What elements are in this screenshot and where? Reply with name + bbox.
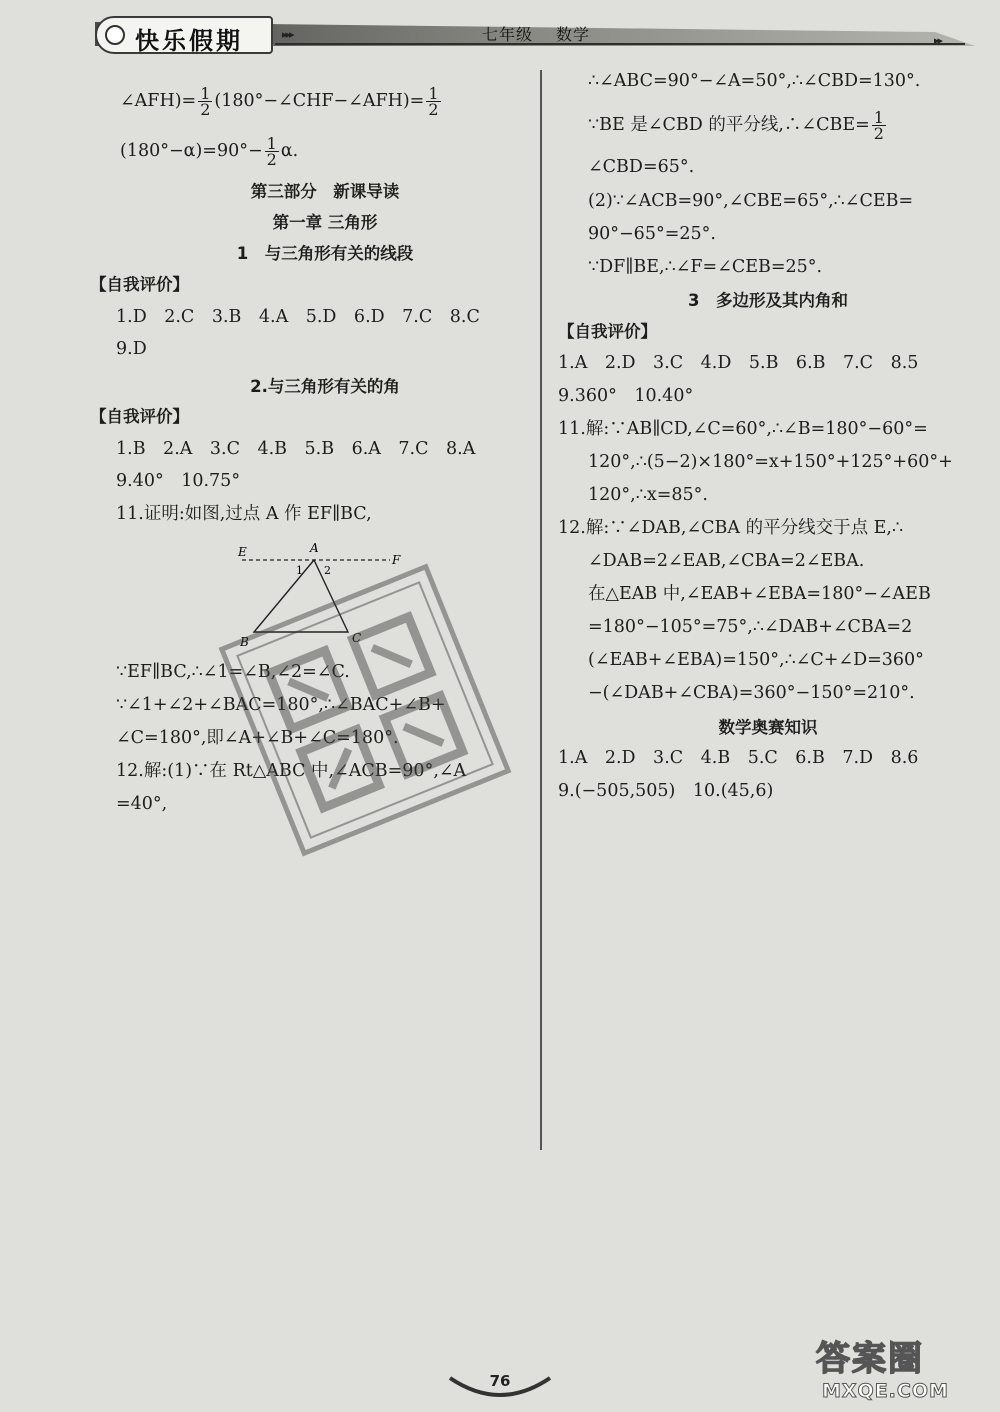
fraction-num: 1 [266, 134, 277, 153]
q12r-line-2: ∠DAB=2∠EAB,∠CBA=2∠EBA. [588, 551, 865, 571]
section-3-title: 3 多边形及其内角和 [688, 291, 848, 310]
text-segment: (180°−α)=90°− [120, 141, 263, 161]
left-line-1 [120, 86, 443, 117]
fraction-den: 2 [873, 124, 884, 143]
answers-1-row-2: 9.D [116, 339, 147, 359]
chapter-title: 第一章 三角形 [272, 213, 378, 232]
text-segment: α. [280, 141, 299, 161]
header-subject: 数学 [556, 25, 591, 44]
answers-3-row-2: 9.360° 10.40° [558, 386, 694, 406]
self-eval-label-1: 【自我评价】 [90, 275, 189, 294]
page-number: 76 [489, 1372, 511, 1390]
label-e: E [238, 545, 247, 559]
fraction [265, 136, 279, 167]
r-line-6: ∵DF∥BE,∴∠F=∠CEB=25°. [588, 257, 823, 277]
column-divider [540, 70, 542, 1150]
answers-3-row-1: 1.A 2.D 3.C 4.D 5.B 6.B 7.C 8.5 [558, 353, 919, 373]
q11r-line-1: 11.解:∵AB∥CD,∠C=60°,∴∠B=180°−60°= [558, 419, 928, 439]
self-eval-label-3: 【自我评价】 [558, 322, 657, 341]
fraction-den: 2 [200, 100, 211, 119]
r-line-3: ∠CBD=65°. [588, 157, 695, 177]
text-segment: (180°−∠CHF−∠AFH)= [214, 91, 425, 111]
fraction-den: 2 [266, 150, 277, 169]
q11-proof-1: ∵EF∥BC,∴∠1=∠B,∠2=∠C. [116, 662, 350, 682]
fraction [426, 86, 440, 117]
fraction-den: 2 [428, 100, 439, 119]
text-segment: ∵BE 是∠CBD 的平分线,∴∠CBE= [588, 115, 870, 135]
fraction-num: 1 [200, 84, 211, 103]
q11-proof-3: ∠C=180°,即∠A+∠B+∠C=180°. [116, 728, 399, 748]
text-segment: ∠AFH)= [120, 91, 197, 111]
q11r-line-2: 120°,∴(5−2)×180°=x+150°+125°+60°+ [588, 452, 953, 472]
arrows-right-icon: ▸▸ [934, 34, 942, 47]
label-b: B [240, 635, 249, 649]
header-grade: 七年级 [482, 25, 534, 44]
arrows-left-icon: ▸▸▸ [282, 28, 293, 41]
q11-proof-2: ∵∠1+∠2+∠BAC=180°,∴∠BAC+∠B+ [116, 695, 446, 715]
brand-title: 快乐假期 [135, 27, 243, 55]
r-line-1: ∴∠ABC=90°−∠A=50°,∴∠CBD=130°. [588, 71, 921, 91]
q12-line-1: 12.解:(1)∵在 Rt△ABC 中,∠ACB=90°,∠A [116, 761, 467, 781]
q12r-line-1: 12.解:∵∠DAB,∠CBA 的平分线交于点 E,∴ [558, 518, 904, 538]
q12r-line-4: =180°−105°=75°,∴∠DAB+∠CBA=2 [588, 617, 913, 637]
olympiad-answers-2: 9.(−505,505) 10.(45,6) [558, 781, 774, 801]
watermark-url: MXQE.COM [822, 1380, 949, 1402]
label-c: C [352, 631, 362, 645]
q11r-line-3: 120°,∴x=85°. [588, 485, 708, 505]
q12r-line-3: 在△EAB 中,∠EAB+∠EBA=180°−∠AEB [588, 584, 931, 604]
brand-badge [95, 16, 273, 54]
q11-intro: 11.证明:如图,过点 A 作 EF∥BC, [116, 504, 372, 524]
r-line-2 [588, 110, 888, 141]
left-line-2 [120, 136, 298, 167]
fraction [872, 110, 886, 141]
self-eval-label-2: 【自我评价】 [90, 407, 189, 426]
label-a: A [310, 541, 319, 555]
label-angle-1: 1 [296, 564, 303, 577]
fraction-num: 1 [873, 108, 884, 127]
label-angle-2: 2 [324, 564, 331, 577]
q12r-line-5: (∠EAB+∠EBA)=150°,∴∠C+∠D=360° [588, 650, 924, 670]
r-line-4: (2)∵∠ACB=90°,∠CBE=65°,∴∠CEB= [588, 191, 914, 211]
label-f: F [392, 553, 401, 567]
section-1-title: 1 与三角形有关的线段 [236, 244, 414, 263]
answers-2-row-1: 1.B 2.A 3.C 4.B 5.B 6.A 7.C 8.A [116, 439, 476, 459]
bleed-through-text [560, 870, 565, 888]
stamp-icon [215, 560, 515, 860]
section-2-title: 2.与三角形有关的角 [250, 377, 400, 396]
q12-line-2: =40°, [116, 794, 168, 814]
olympiad-answers-1: 1.A 2.D 3.C 4.B 5.C 6.B 7.D 8.6 [558, 748, 919, 768]
part-title: 第三部分 新课导读 [250, 182, 400, 201]
fraction [198, 86, 212, 117]
answers-1-row-1: 1.D 2.C 3.B 4.A 5.D 6.D 7.C 8.C [116, 307, 480, 327]
olympiad-title: 数学奥赛知识 [718, 718, 818, 737]
circle-icon [105, 25, 125, 45]
fraction-num: 1 [428, 84, 439, 103]
answers-2-row-2: 9.40° 10.75° [116, 471, 241, 491]
watermark-title: 答案圈 [816, 1339, 924, 1379]
r-line-5: 90°−65°=25°. [588, 224, 716, 244]
q12r-line-6: −(∠DAB+∠CBA)=360°−150°=210°. [588, 683, 915, 703]
